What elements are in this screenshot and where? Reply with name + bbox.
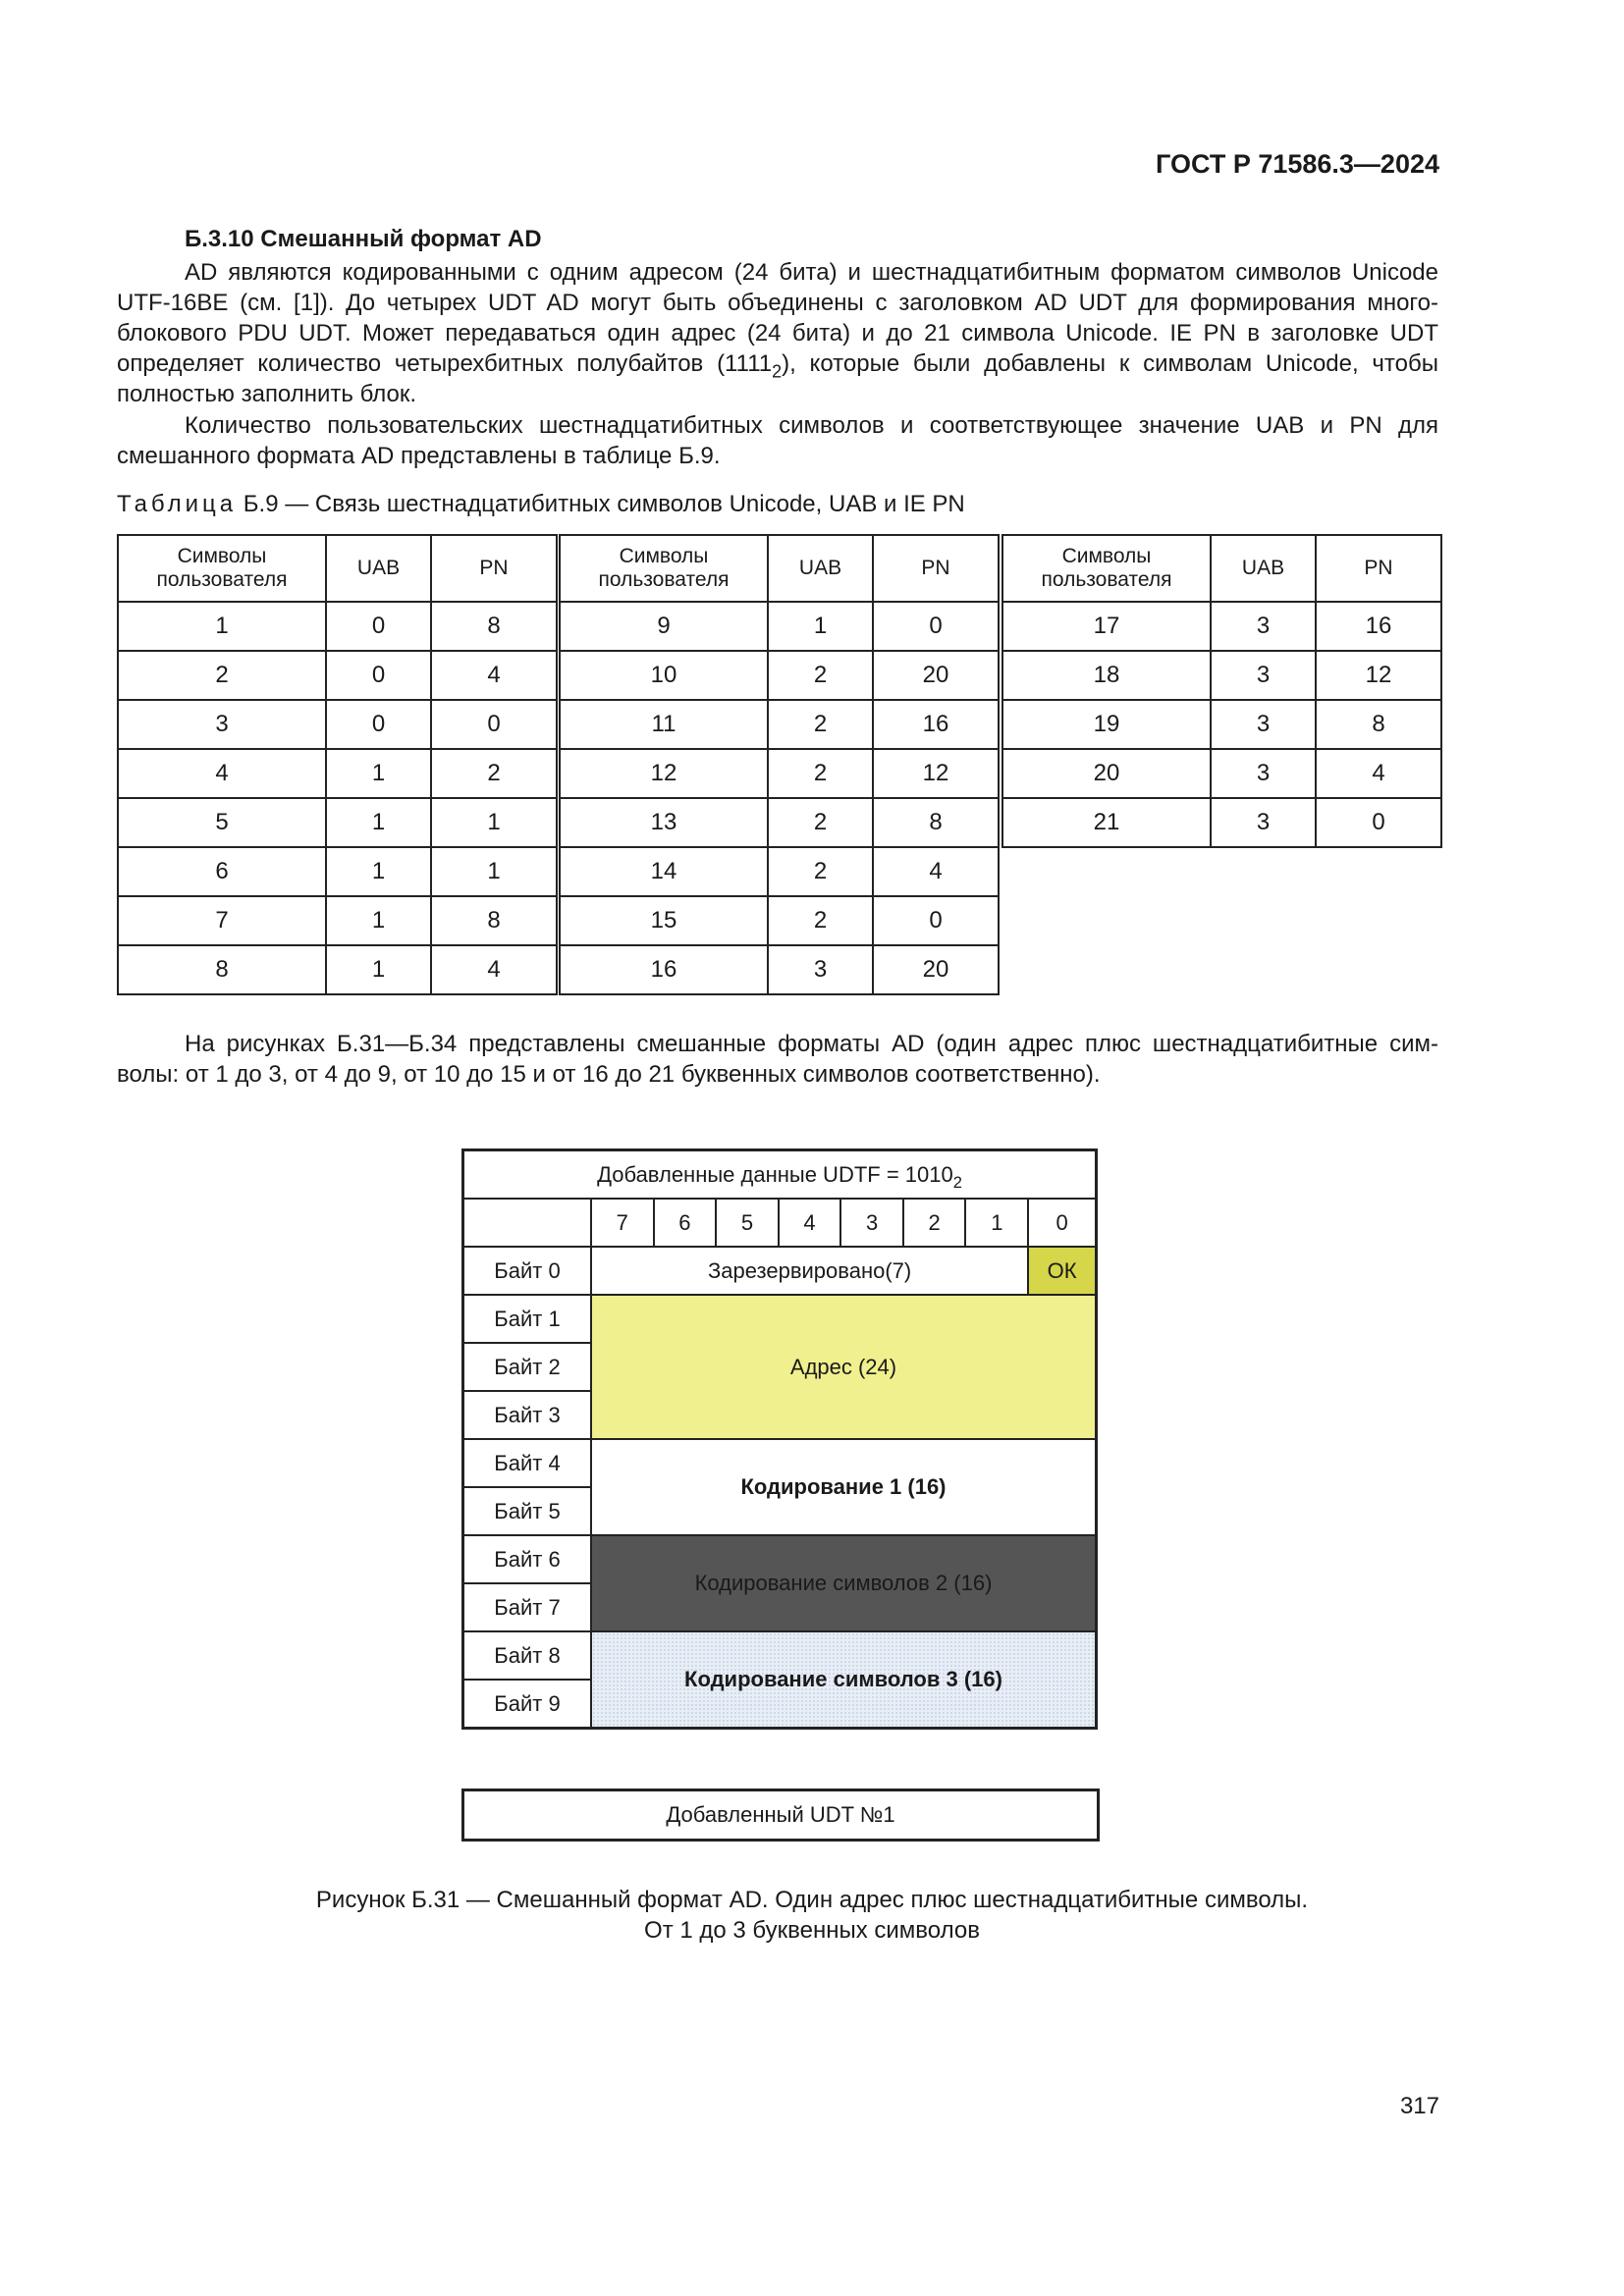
appended-udt-box: Добавленный UDT №1 <box>461 1789 1100 1842</box>
figure-b31 <box>461 1148 1098 1827</box>
byte-label: Байт 1 <box>463 1295 592 1343</box>
table-cell: 20 <box>873 651 999 700</box>
table-cell: 4 <box>431 651 557 700</box>
section-title: Б.3.10 Смешанный формат AD <box>185 226 542 252</box>
table-row <box>118 945 557 994</box>
header-cell: Символы пользователя <box>118 535 326 602</box>
table-header-row <box>1002 535 1441 602</box>
table-cell: 20 <box>873 945 999 994</box>
document-code: ГОСТ Р 71586.3—2024 <box>1156 149 1439 179</box>
address-field: Адрес (24) <box>591 1295 1097 1439</box>
bit-cell: 6 <box>654 1199 717 1247</box>
encoding-3-field: Кодирование символов 3 (16) <box>591 1631 1097 1729</box>
table-row <box>560 847 999 896</box>
table-cell: 2 <box>768 896 873 945</box>
table-cell: 1 <box>326 896 431 945</box>
table-cell: 16 <box>560 945 768 994</box>
reserved-field: Зарезервировано(7) <box>591 1247 1028 1295</box>
table-cell: 4 <box>431 945 557 994</box>
table-row <box>118 700 557 749</box>
bit-cell: 2 <box>903 1199 966 1247</box>
byte-label: Байт 3 <box>463 1391 592 1439</box>
table-cell: 0 <box>873 896 999 945</box>
bit-cell: 0 <box>1028 1199 1096 1247</box>
table-cell: 16 <box>873 700 999 749</box>
table-header-row <box>560 535 999 602</box>
appended-data-subscript: 2 <box>952 1173 962 1192</box>
table-caption-text: Б.9 — Связь шестнадцатибитных символов Unicode, UAB и IE PN <box>243 491 965 517</box>
table-cell: 2 <box>768 749 873 798</box>
paragraph-1-text-a: AD являются кодированными с одним адресом (24 бита) и шестнадцатибитным форматом символов Unicode UTF-16BE (см. [1]). До четырех UDT AD могут быть объединены с заголовком AD UDT для формирования много-блокового PDU UDT. Может передаваться один адрес (24 бита) и до 21 символа Unicode. IE PN в заголовке UDT определяет количество четырехбитных полубайтов (1111 <box>117 259 1438 377</box>
table-cell: 2 <box>768 651 873 700</box>
bit-corner-cell <box>463 1199 592 1247</box>
table-cell: 2 <box>118 651 326 700</box>
header-cell: Символы пользователя <box>560 535 768 602</box>
table-cell: 20 <box>1002 749 1211 798</box>
table-row <box>1002 700 1441 749</box>
table-cell: 0 <box>873 602 999 651</box>
table-row <box>118 749 557 798</box>
table-cell: 8 <box>1316 700 1441 749</box>
table-cell: 12 <box>1316 651 1441 700</box>
table-cell: 18 <box>1002 651 1211 700</box>
table-row <box>560 896 999 945</box>
paragraph-3-text: На рисунках Б.31—Б.34 представлены смешанные форматы AD (один адрес плюс шестнадцатибитные сим-волы: от 1 до 3, от 4 до 9, от 10 до 15 и от 16 до 21 буквенных символов соответственно). <box>117 1031 1438 1088</box>
paragraph-2-text: Количество пользовательских шестнадцатибитных символов и соответствующее значение UAB и PN для смешанного формата AD представлены в таблице Б.9. <box>117 412 1438 469</box>
table-cell: 2 <box>768 700 873 749</box>
table-cell: 3 <box>1211 749 1316 798</box>
table-caption <box>117 491 965 518</box>
table-row <box>1002 651 1441 700</box>
table-cell: 21 <box>1002 798 1211 847</box>
header-cell: PN <box>431 535 557 602</box>
byte-row <box>463 1439 1097 1487</box>
table-row <box>118 896 557 945</box>
encoding-1-field: Кодирование 1 (16) <box>591 1439 1097 1535</box>
table-cell: 19 <box>1002 700 1211 749</box>
table-cell: 0 <box>431 700 557 749</box>
table-cell: 2 <box>768 798 873 847</box>
byte-row <box>463 1631 1097 1680</box>
table-cell: 12 <box>560 749 768 798</box>
table-cell: 8 <box>431 896 557 945</box>
table-row <box>118 602 557 651</box>
table-cell: 3 <box>1211 700 1316 749</box>
table-row <box>560 651 999 700</box>
table-cell: 1 <box>326 847 431 896</box>
table-cell: 3 <box>1211 602 1316 651</box>
table-row <box>1002 798 1441 847</box>
bit-cell: 3 <box>840 1199 903 1247</box>
ok-field: ОК <box>1028 1247 1096 1295</box>
table-cell: 4 <box>118 749 326 798</box>
table-row <box>560 945 999 994</box>
table-cell: 9 <box>560 602 768 651</box>
table-cell: 6 <box>118 847 326 896</box>
table-cell: 3 <box>1211 651 1316 700</box>
header-cell: PN <box>873 535 999 602</box>
byte-row <box>463 1535 1097 1583</box>
table-cell: 3 <box>118 700 326 749</box>
bit-row <box>463 1199 1097 1247</box>
table-cell: 4 <box>873 847 999 896</box>
bit-cell: 1 <box>965 1199 1028 1247</box>
header-cell: Символы пользователя <box>1002 535 1211 602</box>
table-row <box>560 700 999 749</box>
table-header-row <box>118 535 557 602</box>
table-cell: 1 <box>431 847 557 896</box>
table-row <box>560 798 999 847</box>
table-cell: 5 <box>118 798 326 847</box>
table-cell: 8 <box>118 945 326 994</box>
table-cell: 15 <box>560 896 768 945</box>
table-cell: 8 <box>431 602 557 651</box>
byte-label: Байт 4 <box>463 1439 592 1487</box>
byte-label: Байт 6 <box>463 1535 592 1583</box>
header-cell: PN <box>1316 535 1441 602</box>
table-row <box>1002 602 1441 651</box>
bit-cell: 4 <box>779 1199 841 1247</box>
table-cell: 3 <box>768 945 873 994</box>
byte-label: Байт 9 <box>463 1680 592 1729</box>
figure-caption <box>196 1885 1428 1946</box>
table-cell: 10 <box>560 651 768 700</box>
table-cell: 1 <box>431 798 557 847</box>
table-cell: 1 <box>326 945 431 994</box>
table-row <box>118 847 557 896</box>
table-row <box>560 602 999 651</box>
table-cell: 0 <box>1316 798 1441 847</box>
byte-label: Байт 7 <box>463 1583 592 1631</box>
table-cell: 8 <box>873 798 999 847</box>
table-row <box>118 798 557 847</box>
byte-row <box>463 1247 1097 1295</box>
table-cell: 1 <box>326 749 431 798</box>
figure-caption-line-2: От 1 до 3 буквенных символов <box>644 1917 980 1944</box>
appended-data-label <box>463 1150 1097 1200</box>
table-block-1 <box>117 534 558 995</box>
table-cell: 1 <box>768 602 873 651</box>
table-cell: 16 <box>1316 602 1441 651</box>
table-row <box>1002 749 1441 798</box>
paragraph-3 <box>117 1029 1438 1090</box>
byte-label: Байт 5 <box>463 1487 592 1535</box>
byte-label: Байт 8 <box>463 1631 592 1680</box>
table-caption-label: Таблица <box>117 491 238 517</box>
byte-label: Байт 0 <box>463 1247 592 1295</box>
paragraph-1 <box>117 257 1438 409</box>
table-block-3 <box>1001 534 1442 848</box>
format-table <box>461 1148 1098 1730</box>
byte-label: Байт 2 <box>463 1343 592 1391</box>
table-cell: 0 <box>326 651 431 700</box>
table-cell: 7 <box>118 896 326 945</box>
figure-top-row <box>463 1150 1097 1200</box>
page-number: 317 <box>1399 2093 1439 2119</box>
table-cell: 2 <box>431 749 557 798</box>
encoding-2-field: Кодирование символов 2 (16) <box>591 1535 1097 1631</box>
table-cell: 1 <box>326 798 431 847</box>
figure-caption-line-1: Рисунок Б.31 — Смешанный формат AD. Один адрес плюс шестнадцатибитные символы. <box>315 1887 1309 1913</box>
table-cell: 11 <box>560 700 768 749</box>
appended-data-text: Добавленные данные UDTF = 1010 <box>597 1161 953 1187</box>
table-cell: 3 <box>1211 798 1316 847</box>
table-cell: 13 <box>560 798 768 847</box>
paragraph-1-subscript: 2 <box>772 361 783 382</box>
table-cell: 2 <box>768 847 873 896</box>
table-row <box>118 651 557 700</box>
table-cell: 0 <box>326 602 431 651</box>
bit-cell: 5 <box>716 1199 779 1247</box>
table-cell: 0 <box>326 700 431 749</box>
header-cell: UAB <box>1211 535 1316 602</box>
paragraph-1-text-b: ), которые были добавлены к символам Unicode, чтобы полностью заполнить блок. <box>117 350 1438 407</box>
table-row <box>560 749 999 798</box>
byte-row <box>463 1295 1097 1343</box>
table-cell: 12 <box>873 749 999 798</box>
table-block-2 <box>559 534 1000 995</box>
table-cell: 1 <box>118 602 326 651</box>
bit-cell: 7 <box>591 1199 654 1247</box>
header-cell: UAB <box>326 535 431 602</box>
table-cell: 17 <box>1002 602 1211 651</box>
table-cell: 14 <box>560 847 768 896</box>
header-cell: UAB <box>768 535 873 602</box>
paragraph-2 <box>117 410 1438 471</box>
table-cell: 4 <box>1316 749 1441 798</box>
